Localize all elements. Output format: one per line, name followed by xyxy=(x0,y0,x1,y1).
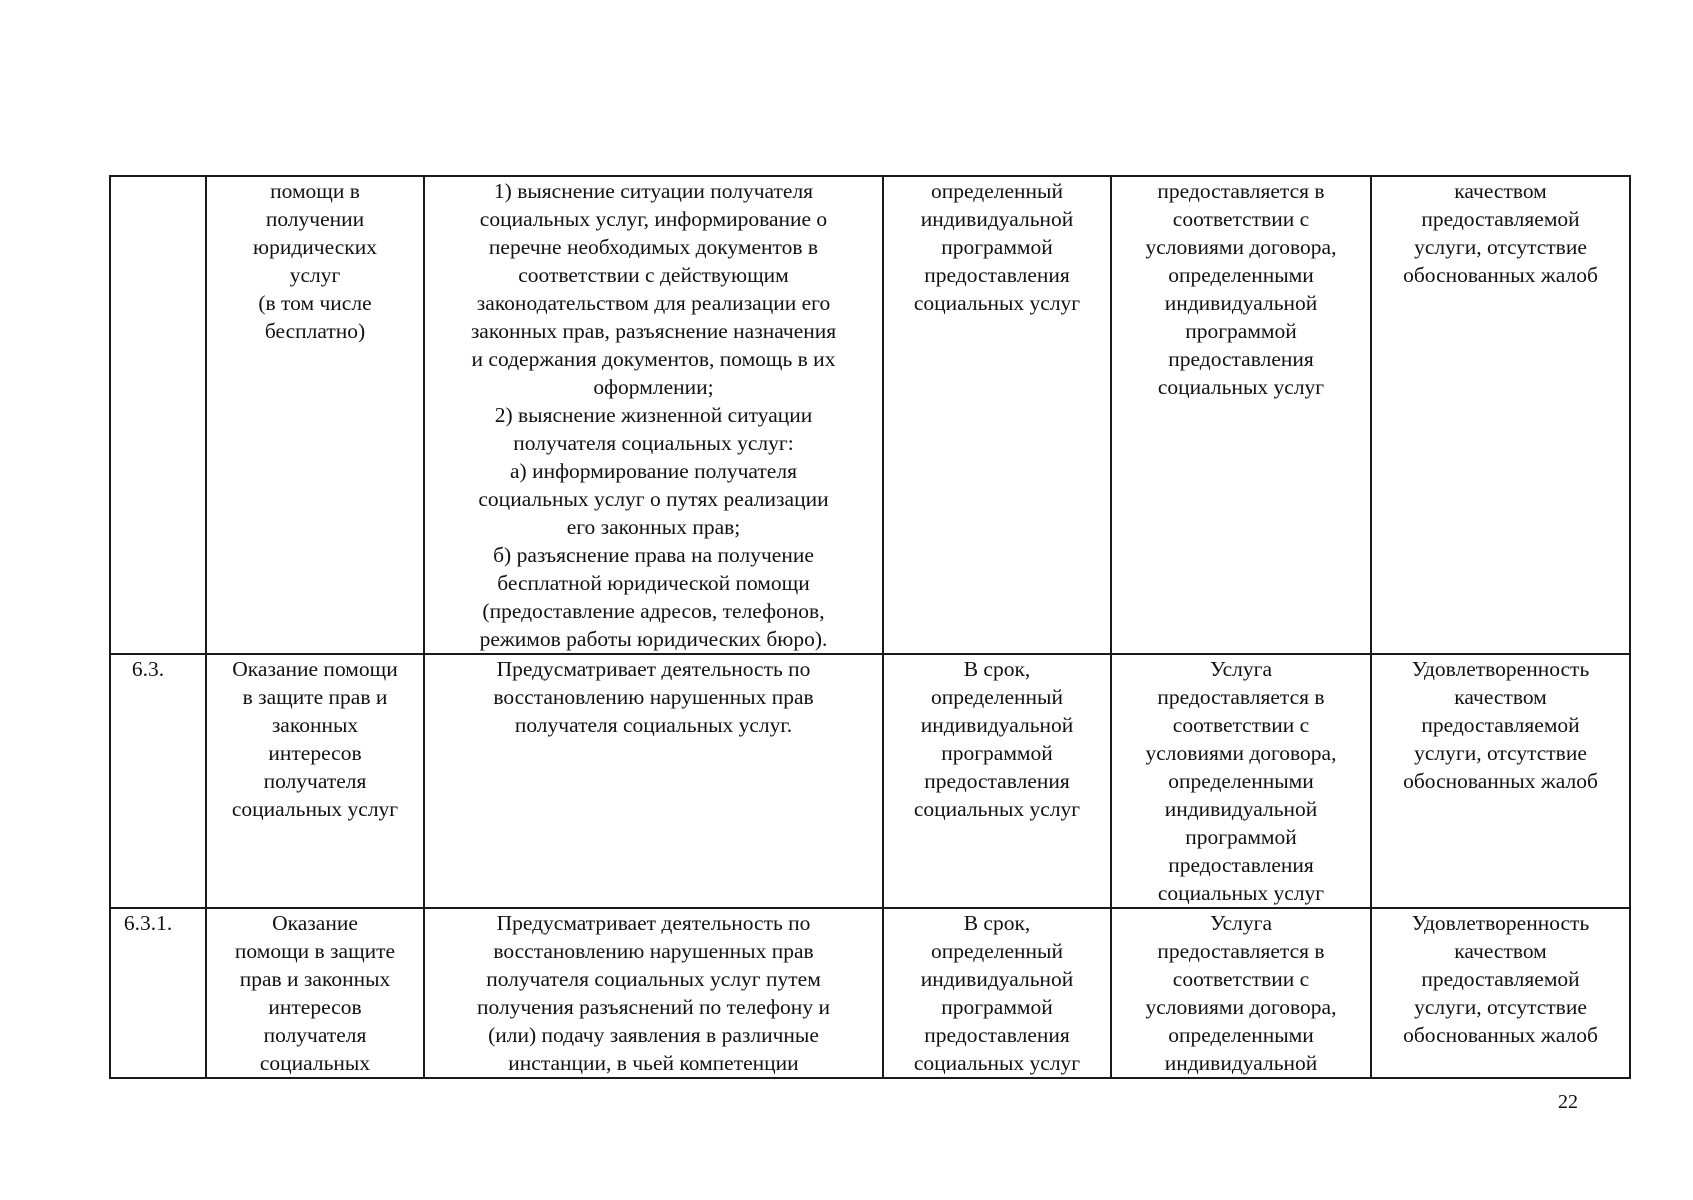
row-number-cell: 6.3.1. xyxy=(110,908,206,1078)
services-table xyxy=(109,175,1631,1079)
table-row xyxy=(110,908,1630,1078)
row-number-cell xyxy=(110,176,206,654)
service-conditions-cell: предоставляется в соответствии с условиями договора, определенными индивидуальной программой предоставления социальных услуг xyxy=(1111,176,1371,654)
service-name-cell: Оказание помощи в защите прав и законных интересов получателя социальных услуг xyxy=(206,654,424,908)
service-quality-cell: Удовлетворенность качеством предоставляемой услуги, отсутствие обоснованных жалоб xyxy=(1371,654,1630,908)
service-quality-cell: качеством предоставляемой услуги, отсутствие обоснованных жалоб xyxy=(1371,176,1630,654)
service-content-cell: Предусматривает деятельность по восстановлению нарушенных прав получателя социальных услуг. xyxy=(424,654,883,908)
service-conditions-cell: Услуга предоставляется в соответствии с условиями договора, определенными индивидуальной программой предоставления социальных услуг xyxy=(1111,654,1371,908)
service-conditions-cell: Услуга предоставляется в соответствии с условиями договора, определенными индивидуальной xyxy=(1111,908,1371,1078)
service-term-cell: В срок, определенный индивидуальной программой предоставления социальных услуг xyxy=(883,908,1111,1078)
service-content-cell: Предусматривает деятельность по восстановлению нарушенных прав получателя социальных услуг путем получения разъяснений по телефону и (или) подачу заявления в различные инстанции, в чьей компетенции xyxy=(424,908,883,1078)
service-content-cell: 1) выяснение ситуации получателя социальных услуг, информирование о перечне необходимых документов в соответствии с действующим законодательством для реализации его законных прав, разъяснение назначения и содержания документов, помощь в их оформлении; 2) выяснение жизненной ситуации получателя социальных услуг: а) информирование получателя социальных услуг о путях реализации его законных прав; б) разъяснение права на получение бесплатной юридической помощи (предоставление адресов, телефонов, режимов работы юридических бюро). xyxy=(424,176,883,654)
page-number: 22 xyxy=(1558,1091,1578,1113)
service-quality-cell: Удовлетворенность качеством предоставляемой услуги, отсутствие обоснованных жалоб xyxy=(1371,908,1630,1078)
row-number-cell: 6.3. xyxy=(110,654,206,908)
service-term-cell: В срок, определенный индивидуальной программой предоставления социальных услуг xyxy=(883,654,1111,908)
service-name-cell: помощи в получении юридических услуг (в том числе бесплатно) xyxy=(206,176,424,654)
service-name-cell: Оказание помощи в защите прав и законных интересов получателя социальных xyxy=(206,908,424,1078)
table-row xyxy=(110,654,1630,908)
table-row xyxy=(110,176,1630,654)
service-term-cell: определенный индивидуальной программой предоставления социальных услуг xyxy=(883,176,1111,654)
